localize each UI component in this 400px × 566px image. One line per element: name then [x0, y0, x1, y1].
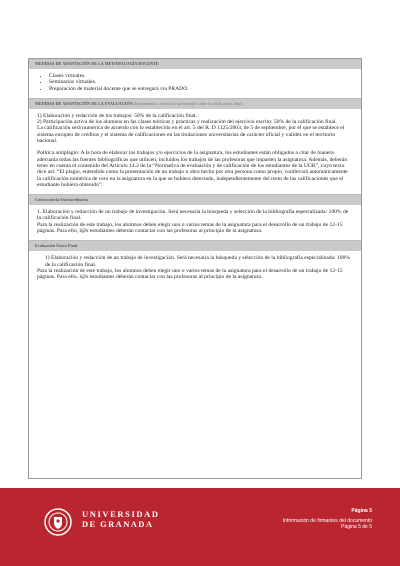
section-title: Evaluación Única Final	[35, 243, 78, 249]
paragraph: 2) Participación activa de los alumnos en las clases teóricas y prácticas y realización del ejercicio escrito: 50% de la calificación final.	[37, 119, 337, 126]
university-name-line2: DE GRANADA	[82, 519, 154, 529]
paragraph: La calificación será numérica de acuerdo con lo establecido en el art. 5 del R. D 1125/2003, de 5 de septiembre, por el que se establece el sistema europeo de créditos y el sistema de calificaciones en las titulaciones universitarias de carácter oficial y validez en el territorio nacional.	[37, 125, 345, 145]
section-body-evaluation	[29, 109, 361, 195]
section-body-single-final	[29, 251, 361, 286]
section-body-methodology	[29, 69, 361, 99]
section-header-evaluation	[29, 99, 361, 109]
methodology-list	[37, 73, 353, 92]
university-name	[82, 509, 160, 529]
university-crest-icon	[43, 507, 73, 537]
section-header-extraordinary	[29, 195, 361, 205]
list-item: • Clases virtuales.	[49, 73, 353, 79]
section-header-methodology	[29, 59, 361, 69]
section-title: MEDIDAS DE ADAPTACIÓN DE LA METODOLOGÍA DOCENTE	[35, 61, 159, 66]
list-item: • Seminarios virtuales.	[49, 79, 353, 85]
guide-frame	[28, 58, 362, 479]
section-title: MEDIDAS DE ADAPTACIÓN DE LA EVALUACIÓN	[35, 100, 133, 106]
page-number: Página 5	[351, 508, 372, 514]
section-title: Convocatoria Extraordinaria	[35, 197, 88, 203]
list-item: • Preparación de material docente que se entregará vía PRADO.	[49, 86, 353, 92]
university-name-line1: UNIVERSIDAD	[82, 509, 160, 519]
section-subtitle: (Instrumentos, criterios y porcentajes sobre la calificación final)	[133, 100, 243, 106]
paragraph: 1) Elaboración y redacción de un trabajo de investigación. Será necesaria la búsqueda y selección de la bibliografía especializada: 100% de la calificación final.	[45, 255, 351, 268]
signature-info: Información de firmantes del documento	[282, 518, 372, 524]
paragraph: 1) Elaboración y redacción de los trabajos: 50% de la calificación final.	[37, 112, 197, 119]
section-header-single-final	[29, 241, 361, 251]
paragraph: Para la realización de este trabajo, los alumnos deben elegir uno o varios temas de la asignatura para el desarrollo de un trabajo de 12-15 páginas. Para ello, l@s estudiantes deberán contactar con las profesoras al principio de la asignatura.	[37, 267, 343, 281]
page-info	[283, 508, 372, 530]
paragraph: Política antiplagio: A la hora de elaborar los trabajos y/o ejercicios de la asignatura, los estudiantes están obligados a citar de manera adecuada todas las fuentes bibliográficas que utilicen, incluidos los trabajos de las profesoras que imparten la asignatura. Además, deberán tener en cuenta el contenido del Artículo 14.2 de la “Normativa de evaluación y de calificación de los estudiantes de la UGR”, cuyo texto dice así: “El plagio, entendido como la presentación de un trabajo u obra hecho por otra persona como propio, conllevará automáticamente la calificación numérica de cero en la asignatura en la que se hubiera detectado, independientemente del resto de las calificaciones que el estudiante hubiera obtenido”.	[37, 150, 348, 188]
paragraph: 1. Elaboración y redacción de un trabajo de investigación. Será necesaria la búsqueda y selección de la bibliografía especializada: 100% de la calificación final.	[37, 209, 349, 222]
section-body-extraordinary	[29, 205, 361, 241]
page-footer	[0, 488, 400, 566]
page-count: Página 5 de 5	[341, 524, 372, 530]
paragraph: Para la realización de este trabajo, los alumnos deben elegir uno o varios temas de la asignatura para el desarrollo de un trabajo de 12-15 páginas. Para ello, l@s estudiantes deberán contactar con las profesoras al principio de la asignatura.	[37, 221, 343, 235]
